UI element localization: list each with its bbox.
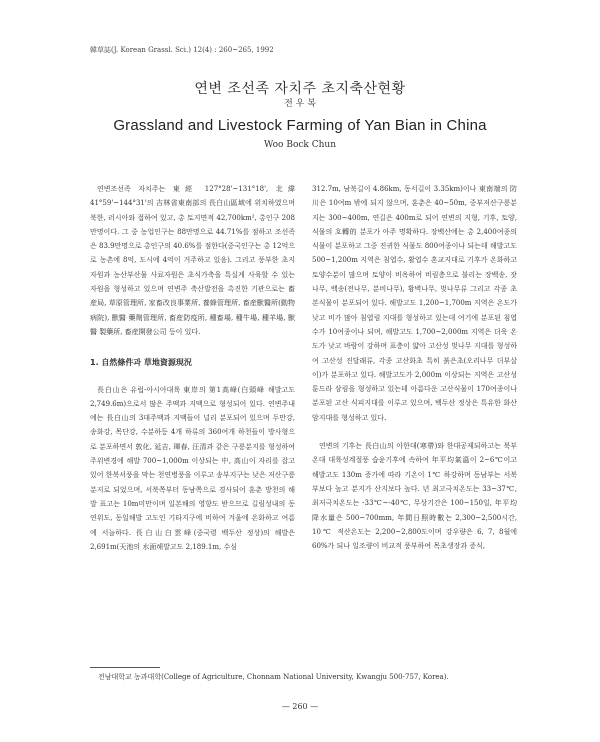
right-column xyxy=(312,182,517,553)
title-english: Grassland and Livestock Farming of Yan Bian in China xyxy=(113,117,487,134)
paragraph-topography: 長白山은 유럽-아시아대륙 東岸의 第1高峰(白頭峰 해발고도 2,749.6m)으로서 많은 주맥과 지맥으로 형성되어 있다. 연변주내에는 長白山의 3대주맥과 지맥들이 널리 분포되어 있으며 두만강, 송화강, 목단강, 수분하등 4개 하류의 360여개 하천들이 방사형으로 분포하면서 敦化, 延吉, 琿春, 汪清과 같은 구릉분지를 형성하여 주위변경에 해발 700~1,000m 이상되는 中, 高山이 자리를 잡고 있어 한북서풍을 막는 천연병풍을 이루고 송부지구는 낮은 저산구릉분지로 되었으며, 서북쪽부터 동남쪽으로 경사되어 훈춘 방천의 해발 표고는 10m미만이며 일본해의 영향도 받으므로 길림성내의 동연위도, 동일해발 고도인 기타지구에 비하여 겨울에 온화하고 여름에 서늘하다. 長白山白雲峰(중국령 백두산 정상)의 해발은 2,691m(天池의 水面해발고도 2,189.1m, 수심 xyxy=(90,385,295,551)
page-number: — 260 — xyxy=(281,702,319,711)
paragraph-intro: 연변조선족 자치주는 東經 127°28'~131°18', 北緯 41°59'~144°31'의 吉林省東南部의 長白山區域에 위치하였으며 북한, 러시아와 접하여 있고, 총 토지면적 42,700km², 총인구 208만명이다. 그 중 농업인구는 88만명으로 44.71%를 점하고 조선족은 83.9만명으로 총인구의 40.6%를 점한다(중국인구는 총 12억으로 농촌에 8억, 도시에 4억이 거주하고 있음). 그리고 풍부한 초지자원과 농산부산물 사료자원은 초식가축을 특실게 사육할 수 있는 자원을 형성하고 있으며 연변주 축산발전을 촉진한 기관으로는 畜産局, 草原管理所, 家畜改良事業所, 養蜂管理所, 畜産獸醫所(動物病院), 獸醫 藥劑管理所, 畜産防疫所, 種畜場, 種牛場, 種羊場, 獸醫 製藥所, 畜産開發公司 등이 있다. xyxy=(90,185,295,336)
paragraph-climate: 연변의 기후는 長白山의 아한대(寒帶)와 한대공제되하고는 북부온대 대륙성계절풍 습윤기후에 속하여 年平均氣溫이 2~6℃이고 해발고도 130m 증가에 따라 기온이 1℃ 하강하며 동남부는 서북부보다 높고 분지가 산지보다 높다. 년 최고극치온도는 33~37℃, 최저극치온도는 -33℃~-40℃, 무상기간은 100~150일, 年平均降水量은 500~700mm, 年間日照時數는 2,300~2,500시간, 10℃ 적산온도는 2,200~2,800도이며 강우량은 6, 7, 8월에 60%가 되나 일조량이 비교적 풍부하여 목초생장과 증식, xyxy=(312,442,517,551)
title-korean: 연변 조선족 자치주 초지축산현황 xyxy=(194,81,406,97)
affiliation-footnote: 전남대학교 농과대학(College of Agriculture, Chonnam National University, Kwangju 500-757, Korea). xyxy=(98,673,449,681)
left-column xyxy=(90,182,295,554)
paragraph-vegetation: 312.7m, 남북길이 4.86km, 동서길이 3.35km)이나 東南端의 防川은 10여m 밖에 되지 않으며, 훈춘은 40~50m, 중부저산구릉분지는 300~400m, 연길은 400m로 되어 연변의 지형, 기후, 토양, 식물의 호轉的 분포가 아주 명확하다. 장백산에는 총 2,400여종의 식물이 분포하고 그중 진귀한 식물도 800여종이나 되는데 해발고도 500~1,200m 지역은 침엽수, 활엽수 혼교지대로 기후가 온화하고 토양수분이 많으며 토양이 비옥하여 비림층으로 불리는 장백송, 잣나무, 백송(전나무, 분비나무), 황벽나무, 벚나무류 그리고 각종 초본식물이 분포되어 있다. 해발고도 1,200~1,700m 지역은 온도가 낮고 비가 많아 침엽림 지대를 형성하고 있는데 여기에 분포된 침엽수가 10여종이나 되며, 해발고도 1,700~2,000m 지역은 더욱 온도가 낮고 바람이 강하며 표층이 얇아 고산성 벚나무 지대를 형성하여 고산성 진달래류, 각종 고산화초 특히 붉은초(오리나무 더부살이)가 분포하고 있다. 해발고도가 2,000m 이상되는 지역은 고산성 툰드라 삼림을 형성하고 있는데 아름다운 고산식물이 170여종이나 분포된 고산 식피지대를 이루고 있으며, 백두산 정상은 특유한 화산암지대를 형성하고 있다. xyxy=(312,185,517,422)
journal-citation: 韓草誌(J. Korean Grassl. Sci.) 12(4) : 260~265, 1992 xyxy=(90,46,274,54)
footnote-rule xyxy=(90,667,160,668)
author-english: Woo Bock Chun xyxy=(264,140,336,150)
author-korean: 전 우 복 xyxy=(284,99,316,109)
section-heading: 1. 自然條件과 草地資源現況 xyxy=(90,358,192,368)
